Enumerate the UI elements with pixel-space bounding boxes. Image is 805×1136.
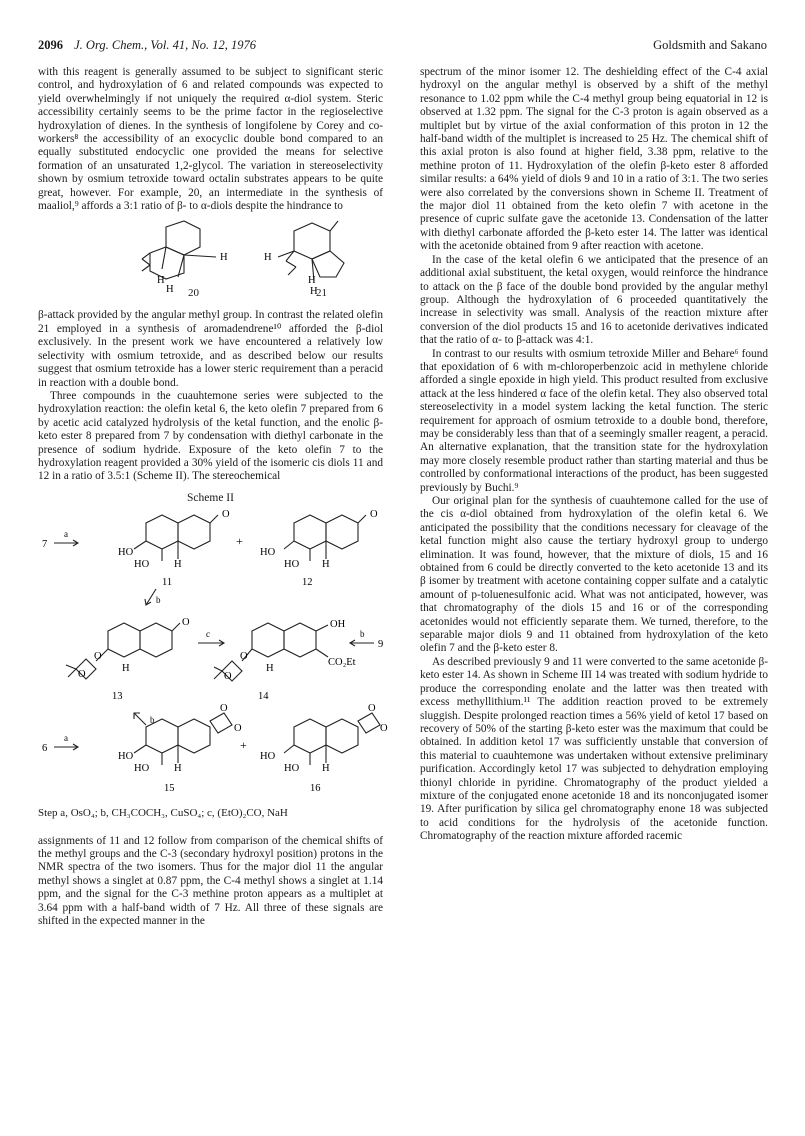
left-column (38, 66, 388, 928)
struct20-H: H (220, 252, 228, 264)
scheme-label-12: 12 (302, 577, 313, 589)
running-authors: Goldsmith and Sakano (653, 38, 767, 52)
running-header (38, 38, 767, 56)
scheme-step-b-2: b (360, 629, 365, 640)
struct21-H-lower: H (308, 275, 316, 287)
right-column (420, 66, 768, 844)
scheme-O-14b: O (224, 671, 232, 683)
scheme-label-13: 13 (112, 691, 123, 703)
scheme-plus-1: + (236, 534, 243, 549)
left-paragraph-1: with this reagent is generally assumed to be subject to significant steric control, and hydroxylation of 6 and related compounds was expected to yield overwhelmingly if not uniquely the required α-diol system. Steric accessibility certainly seems to be the prime factor in the regioselective hydroxylation of dienes. In the synthesis of longifolene by Corey and co-workers⁸ the accessibility of an exocyclic double bond compared to an equally substituted endocyclic one provided the means for selective formation of an unsaturated 1,2-glycol. The variation in stereoselectivity shown by osmium tetroxide toward octalin substrates appears to be quite great, however. For example, 20, an intermediate in the synthesis of maaliol,⁹ affords a 3:1 ratio of β- to α-diols despite the hindrance to (38, 66, 383, 213)
scheme-O-14a: O (240, 651, 248, 663)
scheme-step-b-1: b (156, 595, 161, 606)
scheme-HO-16b: HO (284, 763, 300, 775)
scheme-label-9: 9 (378, 639, 384, 651)
structures-20-21 (38, 217, 383, 299)
scheme-HO-16a: HO (260, 751, 276, 763)
scheme-step-a-2: a (64, 733, 68, 744)
scheme-H-15: H (174, 763, 182, 775)
scheme-OH-14: OH (330, 619, 346, 631)
struct21-H-left: H (264, 252, 272, 264)
scheme-O-15a: O (220, 703, 228, 715)
scheme-HO-11a: HO (118, 547, 134, 559)
compound-label-20: 20 (188, 287, 199, 300)
scheme-step-a-1: a (64, 529, 68, 540)
scheme-O-12: O (370, 509, 378, 521)
scheme-H-11: H (174, 559, 182, 571)
scheme-label-15: 15 (164, 783, 175, 795)
scheme-H-13: H (122, 663, 130, 675)
right-paragraph-5: As described previously 9 and 11 were converted to the same acetonide β-keto ester 14. As shown in Scheme III 14 was treated with sodium hydride to produce the corresponding enolate and the latter was then treated with excess methyllithium.¹¹ The addition reaction proved to be extremely sluggish. Despite prolonged reaction times a 56% yield of ketol 17 based on recovery of 50% of the starting β-keto ester was the maximum that could be obtained. In addition ketol 17 was sufficiently unstable that conversion of this material to cuauhtemone was undertaken without extensive preliminary purification. Accordingly ketol 17 was subjected to dehydration employing thionyl chloride in pyridine. Chromatography of the product yielded a mixture of the conjugated enone acetonide 18 and its nonconjugated isomer 19. After purification by silica gel chromatography enone 18 was subjected to acid conditions for the hydrolysis of the acetonide function. Chromatography of the reaction mixture afforded racemic (420, 655, 768, 843)
struct20-H-bottom: H (166, 284, 174, 296)
scheme-H-16: H (322, 763, 330, 775)
struct21-H-bottom: H (310, 286, 318, 298)
scheme-HO-12a: HO (260, 547, 276, 559)
scheme-O-16a: O (368, 703, 376, 715)
scheme-O-16b: O (380, 723, 388, 735)
scheme-label-16: 16 (310, 783, 321, 795)
scheme-HO-15a: HO (118, 751, 134, 763)
left-paragraph-3: Three compounds in the cuauhtemone series were subjected to the hydroxylation reaction: the olefin ketal 6, the keto olefin 7 prepared from 6 by acetic acid catalyzed hydrolysis of the ketal function, and the enolic β-keto ester 8 prepared from 7 by condensation with diethyl carbonate in the presence of sodium hydride. Exposure of the keto olefin 7 to the hydroxylation reagent provided a 30% yield of the isomeric cis diols 11 and 12 in a ratio of 3.5:1 (Scheme II). The stereochemical (38, 389, 383, 483)
scheme-HO-11b: HO (134, 559, 150, 571)
scheme-O-13: O (182, 617, 190, 629)
scheme-ii-title: Scheme II (187, 491, 234, 504)
left-paragraph-4: assignments of 11 and 12 follow from comparison of the chemical shifts of the methyl groups and the C-3 (secondary hydroxyl position) protons in the NMR spectra of the two isomers. Thus for the major diol 11 the angular methyl shows a singlet at 0.87 ppm, the C-4 methyl shows a singlet at 1.14 ppm, and the signal for the C-3 methine proton appears as a multiplet at 3.64 ppm with a half-band width of 7 Hz. All three of these signals are shifted in the expected manner in the (38, 834, 383, 927)
scheme-HO-12b: HO (284, 559, 300, 571)
right-paragraph-1: spectrum of the minor isomer 12. The deshielding effect of the C-4 axial hydroxyl on the angular methyl is observed by a shift of the methyl resonance to 1.02 ppm while the C-4 methyl group being equatorial in 12 is observed at 1.32 ppm. The signal for the C-3 proton is again observed as a multiplet but by virtue of the axial conformation of this proton in 12 the half-band width of the multiplet is increased to 25 Hz. The chemical shift of this axial proton is also found at higher field, 3.38 ppm, relative to the methine proton of 11. Hydroxylation of the olefin β-keto ester 8 afforded similar results: a 64% yield of diols 9 and 10 in a ratio of 3:1. The two series were also correlated by the conversions shown in Scheme II. Treatment of the major diol 11 obtained from the keto olefin 7 with acetone in the presence of cupric sulfate gave the acetonide 13. Condensation of the latter with diethyl carbonate afforded the β-keto ester 14. The latter was identical with the acetonide obtained from 9 after reaction with acetone. (420, 66, 768, 253)
scheme-step-b-3: b (150, 715, 155, 726)
scheme-label-11: 11 (162, 577, 173, 589)
scheme-label-14: 14 (258, 691, 269, 703)
struct20-H-lower: H (157, 275, 165, 287)
page-number: 2096 (38, 38, 63, 52)
scheme-O-13a: O (94, 651, 102, 663)
scheme-ii (38, 509, 388, 831)
scheme-step-c: c (206, 629, 210, 640)
scheme-O-11: O (222, 509, 230, 521)
scheme-ii-caption: Step a, OsO₄; b, CH₃COCH₃, CuSO₄; c, (EtO)₂CO, NaH (38, 807, 288, 820)
scheme-H-12: H (322, 559, 330, 571)
compound-label-21: 21 (316, 287, 327, 300)
scheme-HO-15b: HO (134, 763, 150, 775)
scheme-label-6: 6 (42, 743, 48, 755)
right-paragraph-4: Our original plan for the synthesis of cuauhtemone called for the use of the cis α-diol obtained from hydroxylation of the olefin ketal 6. We anticipated the possibility that the conditions necessary for cleavage of the ketal function might also cause the tertiary hydroxyl group to undergo elimination. It was found, however, that the mixture of diols, 15 and 16 obtained from 6 could be directly converted to the keto acetonide 13 and its β isomer by treatment with acetone containing copper sulfate and a catalytic amount of p-toluenesulfonic acid. What was not anticipated, however, was that chromatography of the diols 15 and 16 or of the corresponding acetonides would not efficiently separate them. We turned, therefore, to the separable major diols 9 and 11 obtained from hydroxylation of the keto olefin 7 and the β-keto ester 8. (420, 495, 768, 655)
scheme-H-14: H (266, 663, 274, 675)
scheme-ii-drawing (38, 509, 388, 831)
journal-citation: J. Org. Chem., Vol. 41, No. 12, 1976 (74, 38, 256, 52)
scheme-O-15b: O (234, 723, 242, 735)
left-paragraph-2: β-attack provided by the angular methyl group. In contrast the related olefin 21 employed in a synthesis of aromadendrene¹⁰ afforded the β-diol exclusively. In the present work we have encountered a relatively low selectivity with osmium tetroxide, and as described below our results suggest that osmium tetroxide has a lower steric requirement than a peracid in reaction with a double bond. (38, 309, 383, 389)
scheme-label-7: 7 (42, 539, 48, 551)
scheme-plus-2: + (240, 738, 247, 753)
right-paragraph-2: In the case of the ketal olefin 6 we anticipated that the presence of an additional axial substituent, the ketal oxygen, would reinforce the hindrance to attack on the β face of the double bond provided by the angular methyl group. Although the hydroxylation of 6 proceeded quantitatively the increase in selectivity was small. Analysis of the reaction mixture after conversion of the diol products 15 and 16 to acetonide derivatives indicated that the ratio of α- to β-attack was 4:1. (420, 253, 768, 347)
scheme-CO2Et-14: CO₂Et (328, 657, 356, 669)
scheme-O-13b: O (78, 669, 86, 681)
right-paragraph-3: In contrast to our results with osmium tetroxide Miller and Behare⁶ found that epoxidation of 6 with m-chloroperbenzoic acid in methylene chloride afforded a single epoxide in high yield. This product resulted from exclusive attack at the less hindered α face of the olefin ketal. They also observed total stereoselectivity in a model system lacking the ketal function. The steric requirement for approach of osmium tetroxide to a double bond, therefore, may be considerably less than that of a seemingly smaller reagent, a peracid. An alternative explanation, that the transition state for the hydroxylation may more closely resemble product rather than starting material and thus be controlled by conformational interactions of the product, has been suggested previously by Buchi.⁹ (420, 347, 768, 494)
